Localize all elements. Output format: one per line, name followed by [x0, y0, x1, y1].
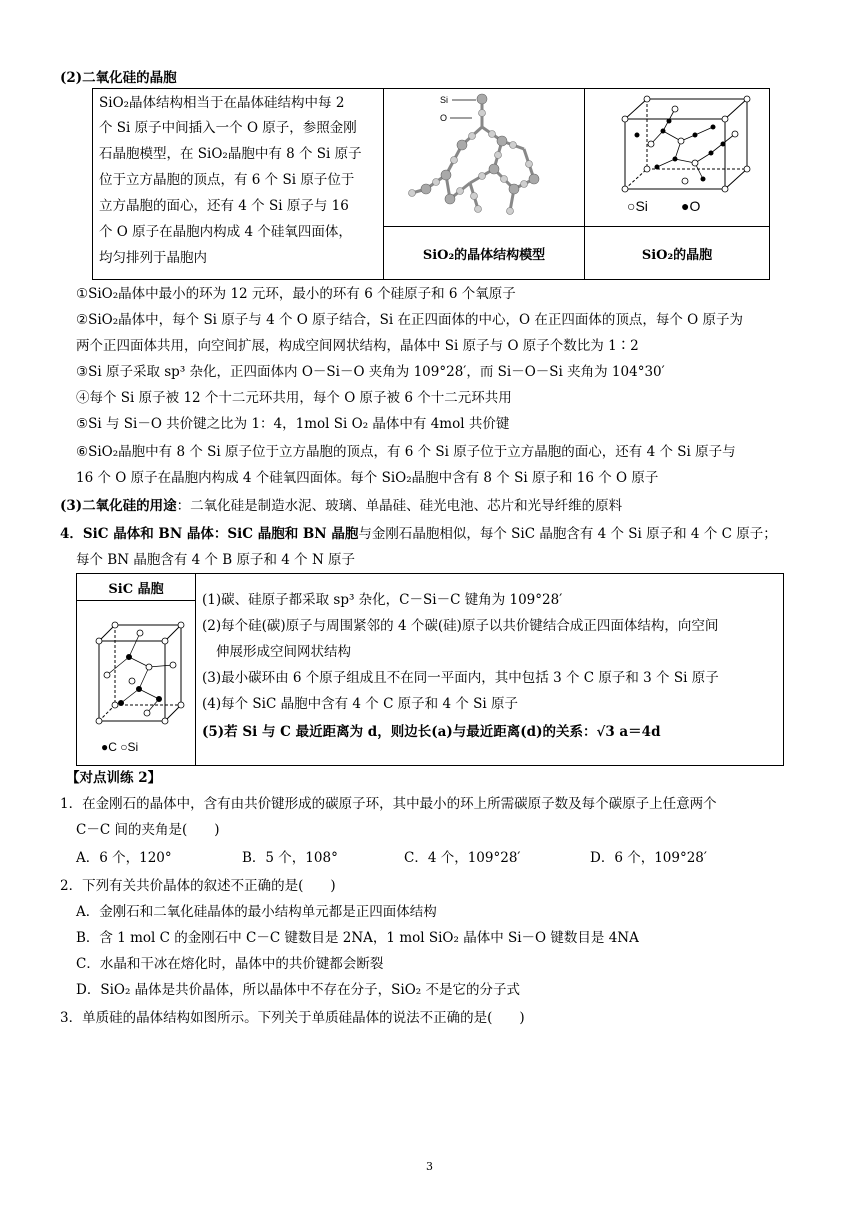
- list-item: 16 个 O 原子在晶胞内构成 4 个硅氧四面体。每个 SiO₂晶胞中含有 8 个 Si 原子和 16 个 O 原子: [76, 470, 659, 486]
- sio2-uses: [60, 494, 622, 514]
- q1-option-a: A．6 个，120°: [76, 850, 172, 866]
- sio2-uses-title: (3)二氧化硅的用途: [60, 498, 177, 514]
- q1-option-d: D．6 个，109°28′: [590, 850, 707, 866]
- section-heading-sio2-cell: (2)二氧化硅的晶胞: [60, 70, 177, 86]
- sio2-unit-cell-figure: [585, 89, 769, 222]
- sio2-description-cell: [93, 89, 384, 280]
- sic-bn-intro-rest: 与金刚石晶胞相似，每个 SiC 晶胞含有 4 个 Si 原子和 4 个 C 原子；: [358, 526, 777, 542]
- q1-line2: C－C 间的夹角是( ): [76, 822, 220, 838]
- page-number: 3: [426, 1160, 433, 1173]
- sic-point: (2)每个硅(碳)原子与周围紧邻的 4 个碳(硅)原子以共价键结合成正四面体结构，向空间: [202, 618, 719, 634]
- q3-stem: 3．单质硅的晶体结构如图所示。下列关于单质硅晶体的说法不正确的是( ): [60, 1010, 525, 1026]
- sio2-cell-figure-cell: [585, 89, 770, 227]
- caption-sio2-model: SiO₂的晶体结构模型: [384, 227, 585, 280]
- list-item: ①SiO₂晶体中最小的环为 12 元环，最小的环有 6 个硅原子和 6 个氧原子: [76, 286, 516, 302]
- desc-line: 位于立方晶胞的顶点，有 6 个 Si 原子位于: [99, 172, 355, 188]
- list-item: ⑥SiO₂晶胞中有 8 个 Si 原子位于立方晶胞的顶点，有 6 个 Si 原子位于立方晶胞的面心，还有 4 个 Si 原子与: [76, 444, 736, 460]
- sic-point: 伸展形成空间网状结构: [216, 644, 351, 660]
- list-item: ④每个 Si 原子被 12 个十二元环共用，每个 O 原子被 6 个十二元环共用: [76, 390, 512, 406]
- cell-legend-si: ○Si: [627, 198, 648, 214]
- sic-formula: √3 a＝4d: [596, 724, 661, 740]
- list-item: 两个正四面体共用，向空间扩展，构成空间网状结构，晶体中 Si 原子与 O 原子个数比为 1∶2: [76, 338, 639, 354]
- q2-option-b: B．含 1 mol C 的金刚石中 C－C 键数目是 2NA，1 mol SiO₂ 晶体中 Si－O 键数目是 4NA: [76, 930, 639, 946]
- sic-figure-cell: [77, 601, 196, 766]
- list-item: ②SiO₂晶体中，每个 Si 原子与 4 个 O 原子结合，Si 在正四面体的中心，O 在正四面体的顶点，每个 O 原子为: [76, 312, 743, 328]
- q1-option-b: B．5 个，108°: [242, 850, 338, 866]
- practice-title: 【对点训练 2】: [66, 770, 162, 786]
- desc-line: 石晶胞模型，在 SiO₂晶胞中有 8 个 Si 原子: [99, 146, 362, 162]
- q1-line1: 1．在金刚石的晶体中，含有由共价键形成的碳原子环，其中最小的环上所需碳原子数及每个碳原子上任意两个: [60, 796, 717, 812]
- model-o-label: O: [440, 113, 448, 123]
- cell-legend-o: ●O: [681, 198, 701, 214]
- sic-point: (1)碳、硅原子都采取 sp³ 杂化，C－Si－C 键角为 109°28′: [202, 592, 563, 608]
- sio2-table: [92, 88, 770, 280]
- sic-bn-intro-line2: 每个 BN 晶胞含有 4 个 B 原子和 4 个 N 原子: [76, 552, 356, 568]
- sic-legend: ●C ○Si: [101, 740, 139, 754]
- sic-point-5: [202, 720, 661, 740]
- sic-points-cell: [196, 574, 784, 766]
- sio2-structure-model-figure: [384, 89, 584, 222]
- sic-unit-cell-figure: [77, 601, 195, 761]
- sic-table: [76, 573, 784, 766]
- desc-line: SiO₂晶体结构相当于在晶体硅结构中每 2: [99, 95, 345, 111]
- q2-stem: 2．下列有关共价晶体的叙述不正确的是( ): [60, 878, 336, 894]
- sic-point: (3)最小碳环由 6 个原子组成且不在同一平面内，其中包括 3 个 C 原子和 3 个 Si 原子: [202, 670, 719, 686]
- desc-line: 个 O 原子在晶胞内构成 4 个硅氧四面体，: [99, 224, 352, 240]
- q2-option-c: C．水晶和干冰在熔化时，晶体中的共价键都会断裂: [76, 956, 384, 972]
- list-item: ⑤Si 与 Si－O 共价键之比为 1：4，1mol Si O₂ 晶体中有 4mol 共价键: [76, 416, 510, 432]
- sic-point-5-text: (5)若 Si 与 C 最近距离为 d，则边长(a)与最近距离(d)的关系：: [202, 724, 597, 740]
- sic-table-header: SiC 晶胞: [77, 574, 196, 601]
- desc-line: 个 Si 原子中间插入一个 O 原子，参照金刚: [99, 120, 357, 136]
- desc-line: 均匀排列于晶胞内: [99, 250, 207, 266]
- caption-sio2-cell: SiO₂的晶胞: [585, 227, 770, 280]
- q1-option-c: C．4 个，109°28′: [404, 850, 521, 866]
- sic-bn-intro: [60, 522, 777, 542]
- desc-line: 立方晶胞的面心，还有 4 个 Si 原子与 16: [99, 198, 349, 214]
- model-si-label: Si: [440, 95, 449, 105]
- list-item: ③Si 原子采取 sp³ 杂化，正四面体内 O－Si－O 夹角为 109°28′，而 Si－O－Si 夹角为 104°30′: [76, 364, 665, 380]
- sio2-uses-text: ：二氧化硅是制造水泥、玻璃、单晶硅、硅光电池、芯片和光导纤维的原料: [176, 498, 623, 514]
- q2-option-a: A．金刚石和二氧化硅晶体的最小结构单元都是正四面体结构: [76, 904, 437, 920]
- sic-point: (4)每个 SiC 晶胞中含有 4 个 C 原子和 4 个 Si 原子: [202, 696, 519, 712]
- q2-option-d: D．SiO₂ 晶体是共价晶体，所以晶体中不存在分子，SiO₂ 不是它的分子式: [76, 982, 520, 998]
- sic-bn-intro-bold: 4．SiC 晶体和 BN 晶体：SiC 晶胞和 BN 晶胞: [60, 526, 359, 542]
- sio2-model-cell: [384, 89, 585, 227]
